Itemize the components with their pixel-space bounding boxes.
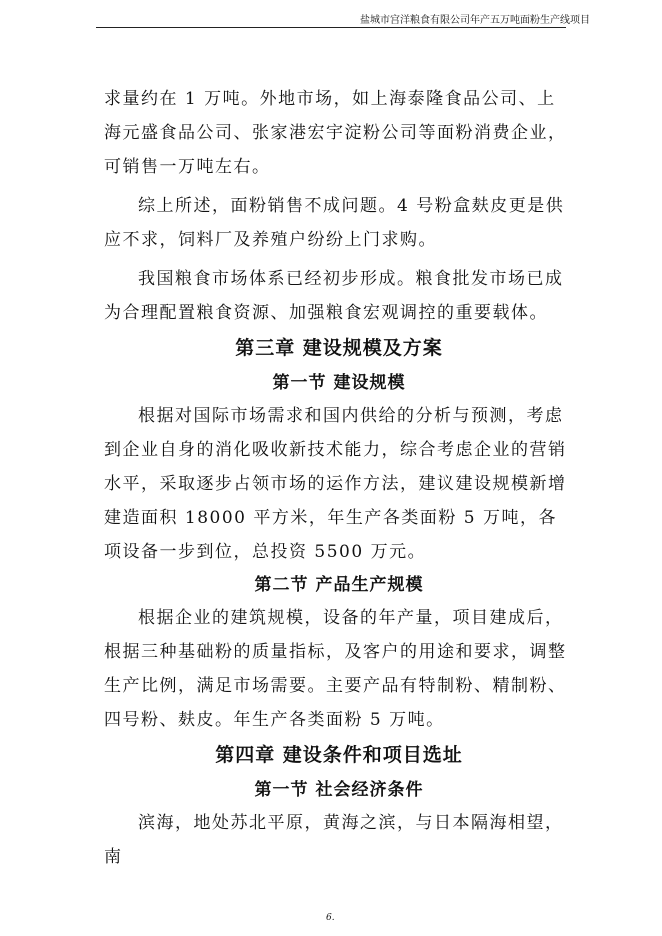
chapter-4-title: 第四章 建设条件和项目选址 [215, 744, 463, 766]
page-number: 6. [326, 913, 335, 923]
paragraph-market-demand: 求量约在 1 万吨。外地市场，如上海泰隆食品公司、上海元盛食品公司、张家港宏宇淀粉公司等面粉消费企业，可销售一万吨左右。 [104, 89, 567, 177]
document-body [104, 82, 574, 874]
paragraph-production-scale: 根据企业的建筑规模，设备的年产量，项目建成后，根据三种基础粉的质量指标，及客户的用途和要求，调整生产比例，满足市场需要。主要产品有特制粉、精制粉、四号粉、麸皮。年生产各类面粉 5 万吨。 [104, 608, 567, 730]
chapter-3-title: 第三章 建设规模及方案 [235, 337, 443, 359]
paragraph-social-economic: 滨海，地处苏北平原，黄海之滨，与日本隔海相望，南 [104, 813, 564, 867]
paragraph-grain-market: 我国粮食市场体系已经初步形成。粮食批发市场已成为合理配置粮食资源、加强粮食宏观调控的重要载体。 [104, 269, 564, 323]
paragraph-construction-scale: 根据对国际市场需求和国内供给的分析与预测，考虑到企业自身的消化吸收新技术能力，综合考虑企业的营销水平，采取逐步占领市场的运作方法，建议建设规模新增建造面积 18000 平方米，年生产各类面粉 5 万吨，各项设备一步到位，总投资 5500 万元。 [104, 406, 567, 562]
chapter-3-section-2-title: 第二节 产品生产规模 [254, 575, 424, 595]
paragraph-summary: 综上所述，面粉销售不成问题。4 号粉盒麸皮更是供应不求，饲料厂及养殖户纷纷上门求购。 [104, 196, 565, 250]
running-header: 盐城市宫洋粮食有限公司年产五万吨面粉生产线项目 [360, 15, 590, 26]
chapter-3-section-1-title: 第一节 建设规模 [272, 373, 406, 393]
header-rule [96, 27, 566, 28]
chapter-4-section-1-title: 第一节 社会经济条件 [254, 780, 424, 800]
